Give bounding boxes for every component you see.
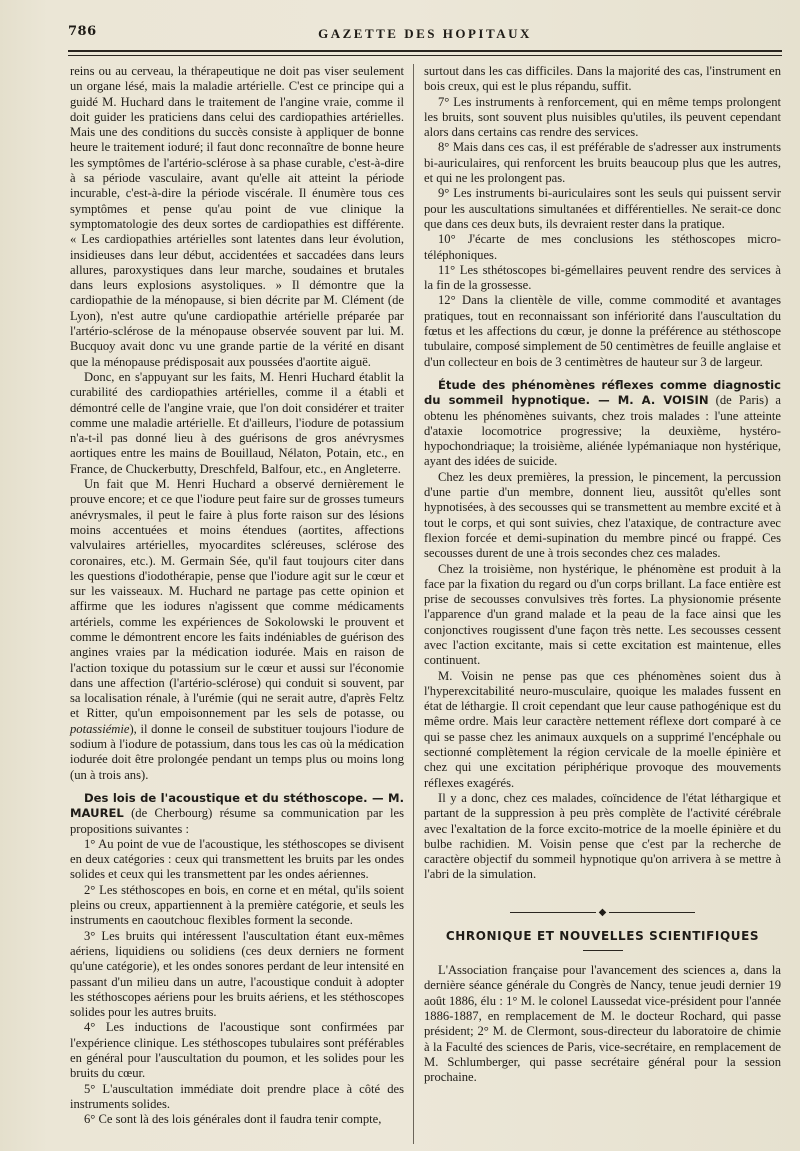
column-divider [413, 64, 414, 1144]
short-rule [583, 950, 623, 951]
section-heading-phenomenes [424, 378, 781, 470]
left-column [70, 64, 404, 1127]
list-item: 3° Les bruits qui intéressent l'auscultation étant eux-mêmes aériens, liquidiens ou solidiens (ces deux derniers ne forment qu'une catégorie), et les ondes sonores perdant de leur intensité en passant d'un milieu dans un autre, l'acoustique conduit à adopter les stéthoscopes aériens pour les bruits aériens, et les stéthoscopes solides pour les autres bruits. [70, 928, 404, 1020]
list-item: 10° J'écarte de mes conclusions les stéthoscopes micro-téléphoniques. [424, 232, 781, 262]
paragraph: Il y a donc, chez ces malades, coïncidence de l'état léthargique et partant de la suppression à peu près complète de l'activité cérébrale avec l'exaltation de la force excito-motrice de la moelle épinière et du bulbe rachidien. M. Voisin pense que c'est par la recherche de caractère objectif du sommeil hypnotique qu'on arrivera à se mettre à l'abri de la simulation. [424, 790, 781, 882]
header-rule [68, 50, 782, 52]
text-run: Un fait que M. Henri Huchard a observé dernièrement le prouve encore; et ce que l'iodure peut faire sur de grosses tumeurs anévrysmales, il peut le faire à plus forte raison sur des lésions moins accentuées et moins étendues (aortites, affections valvulaires artérielles, myocardites scléreuses, sclérose des coronaires, etc.). M. Germain Sée, qu'il faut toujours citer dans les questions d'iodothérapie, pense que l'iodure agit sur le cœur et sur les vaisseaux. M. Huchard ne partage pas cette opinion et affirme que les iodures n'agissent que comme médicaments artériels, comme les expériences de Sokolowski le prouvent et comme le démontrent encore les faits indéniables de guérison des angines vraies par la médication iodurée. Mais en raison de l'action toxique du potassium sur le cœur et aussi sur l'économie dans une affection (l'artério-sclérose) qui conduit si souvent, par sa localisation rénale, à l'urémie (qui ne serait autre, d'après Feltz et Ritter, qu'un empoisonnement par les sels de potasse, ou [70, 477, 404, 721]
paragraph: Chez les deux premières, la pression, le pincement, la percussion d'une partie d'un membre, donnent lieu, aussitôt qu'elles sont hypnotisées, à des secousses qui se transmettent au membre excité et à tout le corps, et qui sont suivies, chez l'ataxique, de contracture avec flexion forcée et demi-supination du membre pincé ou frappé. Ces secousses durent de une à trois secondes chez ces malades. [424, 469, 781, 561]
page-number: 786 [68, 24, 97, 39]
author-name: M. A. VOISIN [617, 393, 709, 408]
list-item: 8° Mais dans ces cas, il est préférable de s'adresser aux instruments bi-auriculaires, qui renforcent les bruits beaucoup plus que les autres, et qui ne les prolongent pas. [424, 140, 781, 186]
running-title: GAZETTE DES HOPITAUX [318, 26, 532, 41]
spacer [70, 783, 404, 791]
heading-rest: (de Paris) a obtenu les phénomènes suivants, chez trois malades : l'une atteinte d'ataxie locomotrice progressive; la deuxième, hystéro-hypochondriaque; la troisième, aliénée lypémaniaque non hystérique, ayant des idées de suicide. [424, 393, 781, 469]
heading-rest: (de Cherbourg) résume sa communication par les propositions suivantes : [70, 806, 404, 836]
heading-title: Des lois de l'acoustique et du stéthoscope. [84, 790, 368, 805]
list-item: 11° Les sthétoscopes bi-gémellaires peuvent rendre des services à la fin de la grossesse. [424, 262, 781, 293]
section-ornament [424, 905, 781, 919]
ornament-line [609, 912, 695, 913]
right-column [424, 64, 781, 1085]
heading-dash: — [590, 393, 618, 408]
section-heading-acoustique [70, 791, 404, 837]
list-item: 4° Les inductions de l'acoustique sont confirmées par l'expérience clinique. Les stéthoscopes tubulaires sont préférables en général pour l'auscultation du poumon, et les solides pour les bruits du cœur. [70, 1020, 404, 1081]
heading-dash: — [367, 790, 389, 805]
ornament-icon: ◆ [598, 907, 607, 919]
paragraph: Donc, en s'appuyant sur les faits, M. Henri Huchard établit la curabilité des cardiopathies artérielles, comme il a établi et démontré celle de l'angine vraie, que l'on doit considérer et traiter comme une maladie artérielle. Et d'ailleurs, l'iodure de potassium n'a-t-il pas donné lieu à des guérisons de gros anévrysmes aortiques entre les mains de Bouillaud, Nélaton, Potain, etc., en France, de Chuckerbutty, Dreschfeld, Balfour, etc., en Angleterre. [70, 369, 404, 476]
text-run: ), il donne le conseil de substituer toujours l'iodure de sodium à l'iodure de potassium, dans tous les cas où la médication iodurée doit être prolongée pendant un temps plus ou moins long (un à trois ans). [70, 721, 404, 782]
section-title-chronique: CHRONIQUE ET NOUVELLES SCIENTIFIQUES [445, 928, 760, 943]
list-item: 6° Ce sont là des lois générales dont il faudra tenir compte, [84, 1112, 382, 1127]
list-item: 2° Les stéthoscopes en bois, en corne et en métal, qu'ils soient pleins ou creux, appartiennent à la première catégorie, et seuls les instruments en caoutchouc flexibles forment la seconde. [70, 882, 404, 928]
heading-title: Étude des phénomènes réflexes comme diagnostic du sommeil hypnotique. [424, 377, 781, 408]
paragraph: M. Voisin ne pense pas que ces phénomènes soient dus à l'hyperexcitabilité neuro-musculaire, quoique les malades fussent en état de léthargie. Il croit cependant que leur cause pathogénique est du même ordre. Mais leur caractère nettement réflexe dort comparé à ce qui se passe chez les animaux auxquels on a supprimé l'encéphale ou sectionné complètement la région cervicale de la moelle épinière et chez qui une excitation périphérique provoque des mouvements réflexes exagérés. [424, 668, 781, 790]
list-item: 7° Les instruments à renforcement, qui en même temps prolongent les bruits, sont souvent plus nuisibles qu'utiles, ils peuvent cependant alors dans certains cas rendre des services. [424, 94, 781, 140]
paragraph: reins ou au cerveau, la thérapeutique ne doit pas viser seulement un organe lésé, mais la maladie artérielle. C'est ce principe qui a guidé M. Huchard dans le traitement de l'angine vraie, comme il doit guider les praticiens dans celui des cardiopathies artérielles. Mais une des conditions du succès consiste à appliquer de bonne heure le traitement ioduré; il faut donc reconnaître de bonne heure les symptômes de l'artério-sclérose à sa phase curable, c'est-à-dire à sa période vasculaire, avant qu'elle ait atteint la période incurable, c'est-à-dire la période viscérale. Il énumère tous ces symptômes et pense qu'au point de vue clinique la symptomatologie des deux sortes de cardiopathies est différente. « Les cardiopathies artérielles sont latentes dans leur évolution, insidieuses dans leur début, accidentées et saccadées dans leurs allures, paroxystiques dans leur marche, soudaines et brutales dans leurs explosions asystoliques. » Il démontre que la cardiopathie de la ménopause, si bien décrite par M. Clément (de Lyon), n'est autre qu'une cardiopathie artérielle préparée par l'artério-sclérose de la ménopause observée souvent par lui. M. Bucquoy avait donc vu une grande partie de la vérité en disant que la ménopause prédisposait aux poussées d'aortite aiguë. [70, 64, 404, 369]
header-rule-thin [68, 55, 782, 56]
ornament-line [510, 912, 596, 913]
paragraph: L'Association française pour l'avancement des sciences a, dans la dernière séance générale du Congrès de Nancy, tenue jeudi dernier 19 août 1886, élu : 1° M. le colonel Laussedat vice-président pour l'année 1886-1887, en remplacement de M. le docteur Rochard, qui passe président; 2° M. de Clermont, sous-directeur du laboratoire de chimie à la Faculté des sciences de Paris, vice-secrétaire, en remplacement de M. Schlumberger, qui passe secrétaire général pour la session prochaine. [424, 963, 781, 1085]
spacer [424, 370, 781, 378]
author-name: M. MAUREL [70, 790, 404, 821]
italic-term: potassiémie [70, 721, 130, 736]
list-item: 12° Dans la clientèle de ville, comme commodité et avantages pratiques, tout en reconnaissant son infériorité dans l'auscultation du fœtus et les affections du cœur, je donne la préférence au stéthoscope tubulaire, composé simplement de 50 centimètres de feuille anglaise et d'un collecteur en bois de 3 centimètres de hauteur sur 3 de largeur. [424, 293, 781, 369]
paragraph [70, 477, 404, 783]
page-header [68, 24, 782, 44]
paragraph: surtout dans les cas difficiles. Dans la majorité des cas, l'instrument en bois creux, qui est le plus répandu, suffit. [424, 64, 781, 94]
list-item: 9° Les instruments bi-auriculaires sont les seuls qui puissent servir pour les auscultations simultanées et différentielles. Ne serait-ce donc que dans ces deux buts, ils devraient rester dans la pratique. [424, 186, 781, 231]
list-item: 5° L'auscultation immédiate doit prendre place à côté des instruments solides. [70, 1081, 404, 1111]
list-item: 1° Au point de vue de l'acoustique, les stéthoscopes se divisent en deux catégories : ceux qui transmettent les bruits par les ondes solides et ceux qui les transmettent par les ondes aériennes. [70, 836, 404, 882]
paragraph: Chez la troisième, non hystérique, le phénomène est produit à la face par la fixation du regard ou d'un corps brillant. La face entière est prise de secousses convulsives très fortes. La physionomie présente l'apparence d'un grand malade et la peau de la face ainsi que les conjonctives rougissent d'une façon très nette. Les secousses cessent avec l'action excitante, mais si cette excitation est maintenue, elles continuent. [424, 561, 781, 668]
